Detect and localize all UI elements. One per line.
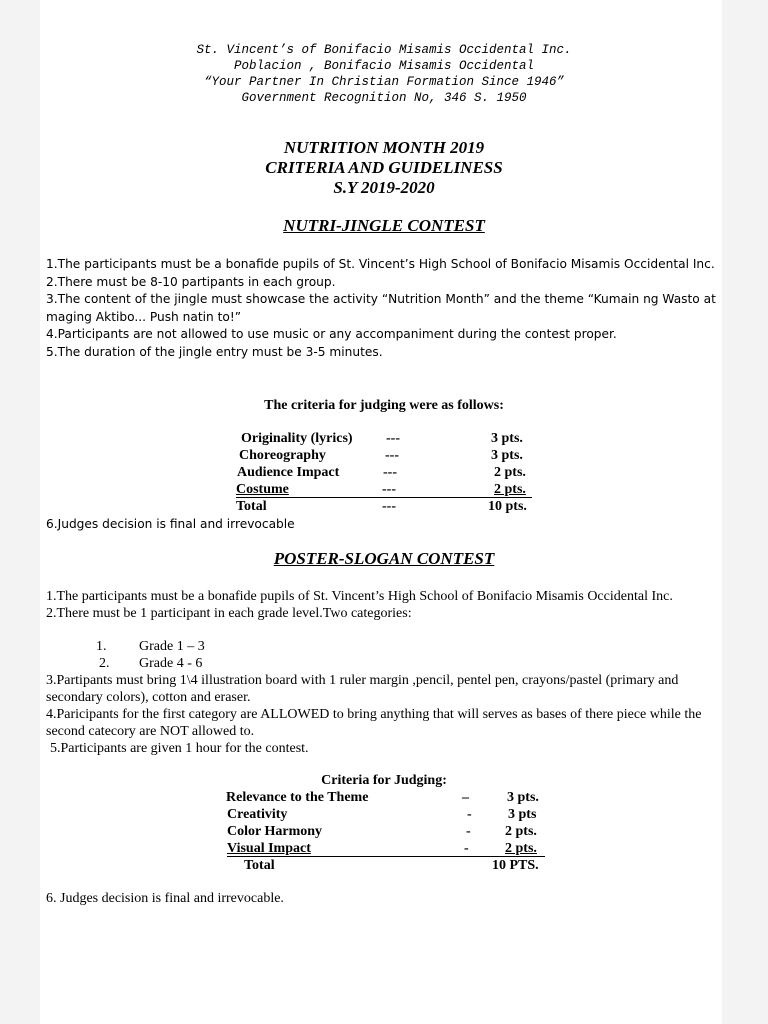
criterion-points: 3 pts.	[491, 431, 523, 446]
poster-rules-top	[46, 588, 736, 622]
criteria-total-rule	[236, 497, 532, 498]
criterion-name: Color Harmony	[227, 824, 323, 839]
poster-section-title: POSTER-SLOGAN CONTEST	[273, 549, 495, 568]
total-label: Total	[236, 499, 267, 514]
jingle-rule-5: 5.The duration of the jingle entry must be 3-5 minutes.	[46, 344, 383, 359]
document-titles	[0, 138, 768, 198]
poster-criteria-heading: Criteria for Judging:	[321, 773, 447, 788]
school-name: St. Vincent’s of Bonifacio Misamis Occidental Inc.	[196, 43, 572, 57]
poster-rules-bottom	[46, 672, 736, 757]
total-separator: ---	[382, 499, 396, 514]
criterion-points: 3 pts	[508, 807, 537, 822]
criterion-name: Choreography	[239, 448, 326, 463]
jingle-criteria-heading: The criteria for judging were as follows:	[264, 398, 504, 413]
criterion-points: 2 pts.	[505, 841, 537, 856]
total-label: Total	[244, 858, 275, 873]
jingle-criteria-row	[0, 448, 768, 465]
poster-criteria-row	[0, 807, 768, 824]
government-recognition: Government Recognition No, 346 S. 1950	[241, 91, 527, 105]
title-line-2: CRITERIA AND GUIDELINESS	[265, 158, 503, 177]
jingle-final-note: 6.Judges decision is final and irrevocable	[46, 517, 295, 531]
criterion-separator: ---	[385, 448, 399, 463]
criterion-name: Creativity	[227, 807, 288, 822]
criterion-points: 2 pts.	[494, 482, 526, 497]
criterion-name: Visual Impact	[227, 841, 311, 856]
criterion-separator: -	[464, 841, 469, 856]
jingle-rules	[46, 256, 726, 361]
poster-final-note: 6. Judges decision is final and irrevocable.	[46, 891, 284, 906]
criterion-points: 2 pts.	[505, 824, 537, 839]
jingle-section-title: NUTRI-JINGLE CONTEST	[283, 216, 485, 235]
category-number: 2.	[99, 656, 110, 671]
poster-criteria-row	[0, 790, 768, 807]
jingle-criteria-row	[0, 431, 768, 448]
jingle-criteria-row	[0, 465, 768, 482]
poster-total-row	[0, 858, 768, 875]
poster-rule-3: 3.Partipants must bring 1\4 illustration board with 1 ruler margin ,pencil, pentel pen, crayons/pastel (primary and secondary colors), cotton and eraser.	[46, 673, 679, 705]
criterion-name: Originality (lyrics)	[241, 431, 353, 446]
total-points: 10 pts.	[488, 499, 527, 514]
category-number: 1.	[96, 639, 107, 654]
title-line-3: S.Y 2019-2020	[333, 178, 435, 197]
jingle-rule-3: 3.The content of the jingle must showcase the activity “Nutrition Month” and the theme “Kumain ng Wasto at maging Aktibo... Push natin to!”	[46, 292, 716, 324]
jingle-total-row	[0, 499, 768, 516]
school-address: Poblacion , Bonifacio Misamis Occidental	[233, 59, 535, 73]
poster-rule-4: 4.Paricipants for the first category are ALLOWED to bring anything that will serves as bases of there piece while the second catecory are NOT allowed to.	[46, 707, 702, 739]
category-label: Grade 4 - 6	[139, 656, 203, 671]
poster-rule-1: 1.The participants must be a bonafide pupils of St. Vincent’s High School of Bonifacio Misamis Occidental Inc.	[46, 589, 673, 604]
title-line-1: NUTRITION MONTH 2019	[283, 138, 485, 157]
criterion-points: 2 pts.	[494, 465, 526, 480]
poster-rule-5: 5.Participants are given 1 hour for the contest.	[50, 741, 309, 756]
criterion-points: 3 pts.	[491, 448, 523, 463]
criterion-separator: -	[467, 807, 472, 822]
school-header	[0, 42, 768, 106]
criterion-name: Costume	[236, 482, 289, 497]
poster-criteria-row	[0, 824, 768, 841]
criterion-name: Relevance to the Theme	[226, 790, 369, 805]
poster-rule-2: 2.There must be 1 participant in each grade level.Two categories:	[46, 606, 412, 621]
criteria-total-rule	[227, 856, 545, 857]
criterion-separator: ---	[386, 431, 400, 446]
category-label: Grade 1 – 3	[139, 639, 205, 654]
criterion-points: 3 pts.	[507, 790, 539, 805]
total-points: 10 PTS.	[492, 858, 539, 873]
school-motto: “Your Partner In Christian Formation Since 1946”	[203, 75, 565, 89]
criterion-separator: ---	[383, 465, 397, 480]
criterion-separator: -	[466, 824, 471, 839]
jingle-rule-4: 4.Participants are not allowed to use music or any accompaniment during the contest proper.	[46, 327, 617, 341]
jingle-rule-2: 2.There must be 8-10 partipants in each group.	[46, 274, 336, 289]
criterion-separator: –	[462, 790, 469, 805]
criterion-separator: ---	[382, 482, 396, 497]
criterion-name: Audience Impact	[237, 465, 340, 480]
jingle-rule-1: 1.The participants must be a bonafide pupils of St. Vincent’s High School of Bonifacio Misamis Occidental Inc.	[46, 257, 715, 271]
